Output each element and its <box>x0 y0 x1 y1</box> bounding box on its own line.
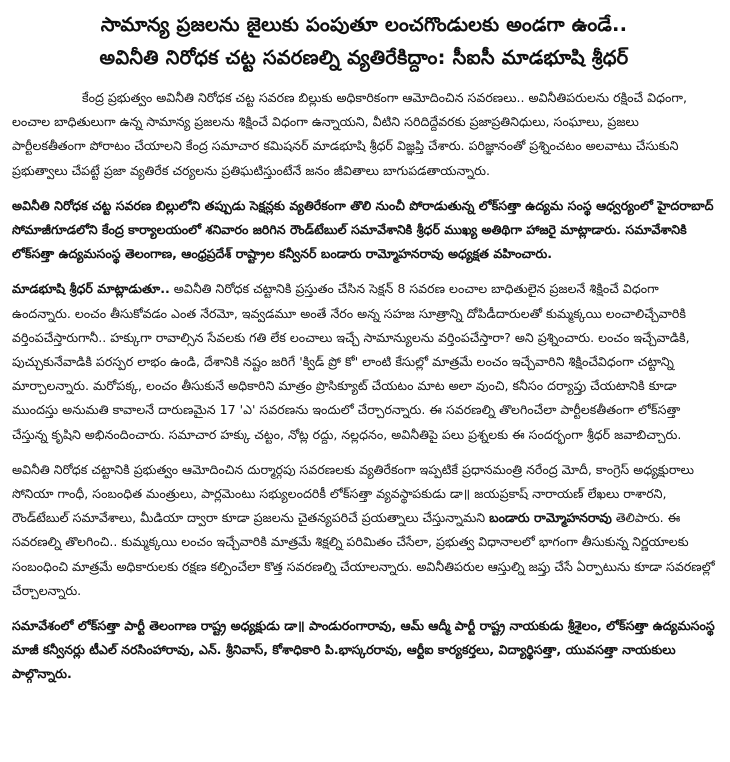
speech-body: అవినీతి నిరోధక చట్టానికి ప్రస్తుతం చేసిన సెక్షన్ 8 సవరణ లంచాల బాధితులైన ప్రజలనే శిక్షించే విధంగా ఉందన్నారు. లంచం తీసుకోవడం ఎంత నేరమో, ఇవ్వడమూ అంతే నేరం అన్న సహజ సూత్రాన్ని దోపిడీదారులతో కుమ్మక్కయి లంచాలిచ్చేవారికి వర్తింపచేస్తారుగానీ.. హక్కుగా రావాల్సిన సేవలకు గతి లేక లంచాలు ఇచ్చే సామాన్యులను వర్తింపచేస్తారా? అని ప్రశ్నించారు. లంచం ఇచ్చేవాడికి, పుచ్చుకునేవాడికి పరస్పర లాభం ఉండి, దేశానికి నష్టం జరిగే 'క్విడ్ ప్రో కో' లాంటి కేసుల్లో మాత్రమే లంచం ఇచ్చేవారిని శిక్షించేవిధంగా చట్టాన్ని మార్చాలన్నారు. మరోపక్క, లంచం తీసుకునే అధికారిని మాత్రం ప్రొసిక్యూట్ చేయటం మాట అలా వుంచి, కనీసం దర్యాప్తు చేయటానికి కూడా ముందస్తు అనుమతి కావాలనే దారుణమైన 17 'ఎ' సవరణను ఇందులో చేర్చారన్నారు. ఈ సవరణల్ని తొలగించేలా పార్టీలకతీతంగా లోక్‌సత్తా చేస్తున్న కృషిని అభినందించారు. సమాచార హక్కు చట్టం, నోట్ల రద్దు, నల్లధనం, అవినీతిపై పలు ప్రశ్నలకు ఈ సందర్భంగా శ్రీధర్ జవాబిచ్చారు. <box>12 281 690 442</box>
headline-line-1: సామాన్య ప్రజలను జైలుకు పంపుతూ లంచగొండులకు అండగా ఉండే.. <box>100 13 628 36</box>
convener-name: బండారు రామ్మోహనరావు <box>489 510 612 526</box>
amendments-text-a: అవినీతి నిరోధక చట్టానికి ప్రభుత్వం ఆమోదించిన దుర్మార్గపు సవరణలకు వ్యతిరేకంగా ఇప్పటికే ప్రధానమంత్రి నరేంద్ర మోదీ, కాంగ్రెస్ అధ్యక్షురాలు సోనియా గాంధీ, సంబంధిత మంత్రులు, పార్లమెంటు సభ్యులందరికీ లోక్‌సత్తా వ్యవస్థాపకుడు డా॥ జయప్రకాష్ నారాయణ్ లేఖలు రాశారని, రౌండ్‌టేబుల్ సమావేశాలు, మీడియా ద్వారా కూడా ప్రజలను చైతన్యపరిచే ప్రయత్నాలు చేస్తున్నామని <box>12 461 694 526</box>
article-headline <box>12 8 716 74</box>
speaker-lead: మాడభూషి శ్రీధర్ మాట్లాడుతూ.. <box>12 281 170 297</box>
paragraph-speech <box>12 277 716 446</box>
paragraph-amendments <box>12 458 716 603</box>
paragraph-attendees: సమావేశంలో లోక్‌సత్తా పార్టీ తెలంగాణ రాష్ట్ర అధ్యక్షుడు డా॥ పాండురంగారావు, ఆమ్ ఆద్మీ పార్టీ రాష్ట్ర నాయకుడు శ్రీశైలం, లోక్‌సత్తా ఉద్యమసంస్థ మాజీ కన్వీనర్లు టీఎల్ నరసింహారావు, ఎన్. శ్రీనివాస్, కోశాధికారి పి.భాస్కరరావు, ఆర్టీఐ కార్యకర్తలు, విద్యార్థిసత్తా, యువసత్తా నాయకులు పాల్గొన్నారు. <box>12 618 715 682</box>
amendments-text-b: తెలిపారు. ఈ సవరణల్ని తొలగించి.. కుమ్మక్కయి లంచం ఇచ్చేవారికి మాత్రమే శిక్షల్ని పరిమితం చేసేలా, ప్రభుత్వ విధానాలలో భాగంగా తీసుకున్న నిర్ణయాలకు సంబంధించి మాత్రమే అధికారులకు రక్షణ కల్పించేలా కొత్త సవరణల్ని చేయాలన్నారు. అవినీతిపరుల ఆస్తుల్ని జప్తు చేసే ఏర్పాటును కూడా సవరణల్లో చేర్చాలన్నారు. <box>12 510 715 598</box>
paragraph-intro: కేంద్ర ప్రభుత్వం అవినీతి నిరోధక చట్ట సవరణ బిల్లుకు అధికారికంగా ఆమోదించిన సవరణలు.. అవినీతిపరులను రక్షించే విధంగా, లంచాల బాధితులుగా ఉన్న సామాన్య ప్రజలను శిక్షించే విధంగా ఉన్నాయని, వీటిని సరిదిద్దేవరకు ప్రజాప్రతినిధులు, సంఘాలు, ప్రజలు పార్టీలకతీతంగా పోరాటం చేయాలని కేంద్ర సమాచార కమిషనర్ మాడభూషి శ్రీధర్ విజ్ఞప్తి చేశారు. పరిజ్ఞానంతో ప్రశ్నించటం అలవాటు చేసుకుని ప్రభుత్వాలు చేపట్టే ప్రజా వ్యతిరేక చర్యలను ప్రతిఘటిస్తుంటేనే జనం జీవితాలు బాగుపడతాయన్నారు. <box>12 90 687 178</box>
headline-line-2: అవినీతి నిరోధక చట్ట సవరణల్ని వ్యతిరేకిద్దాం: సీఐసీ మాడభూషి శ్రీధర్ <box>99 46 629 69</box>
paragraph-event: అవినీతి నిరోధక చట్ట సవరణ బిల్లులోని తప్పుడు సెక్షన్లకు వ్యతిరేకంగా తొలి నుంచీ పోరాడుతున్న లోక్‌సత్తా ఉద్యమ సంస్థ ఆధ్వర్యంలో హైదరాబాద్ సోమాజీగూడలోని కేంద్ర కార్యాలయంలో శనివారం జరిగిన రౌండ్‌టేబుల్ సమావేశానికి శ్రీధర్ ముఖ్య అతిథిగా హాజరై మాట్లాడారు. సమావేశానికి లోక్‌సత్తా ఉద్యమసంస్థ తెలంగాణ, ఆంధ్రప్రదేశ్ రాష్ట్రాల కన్వీనర్ బండారు రామ్మోహనరావు అధ్యక్షత వహించారు. <box>12 197 714 262</box>
